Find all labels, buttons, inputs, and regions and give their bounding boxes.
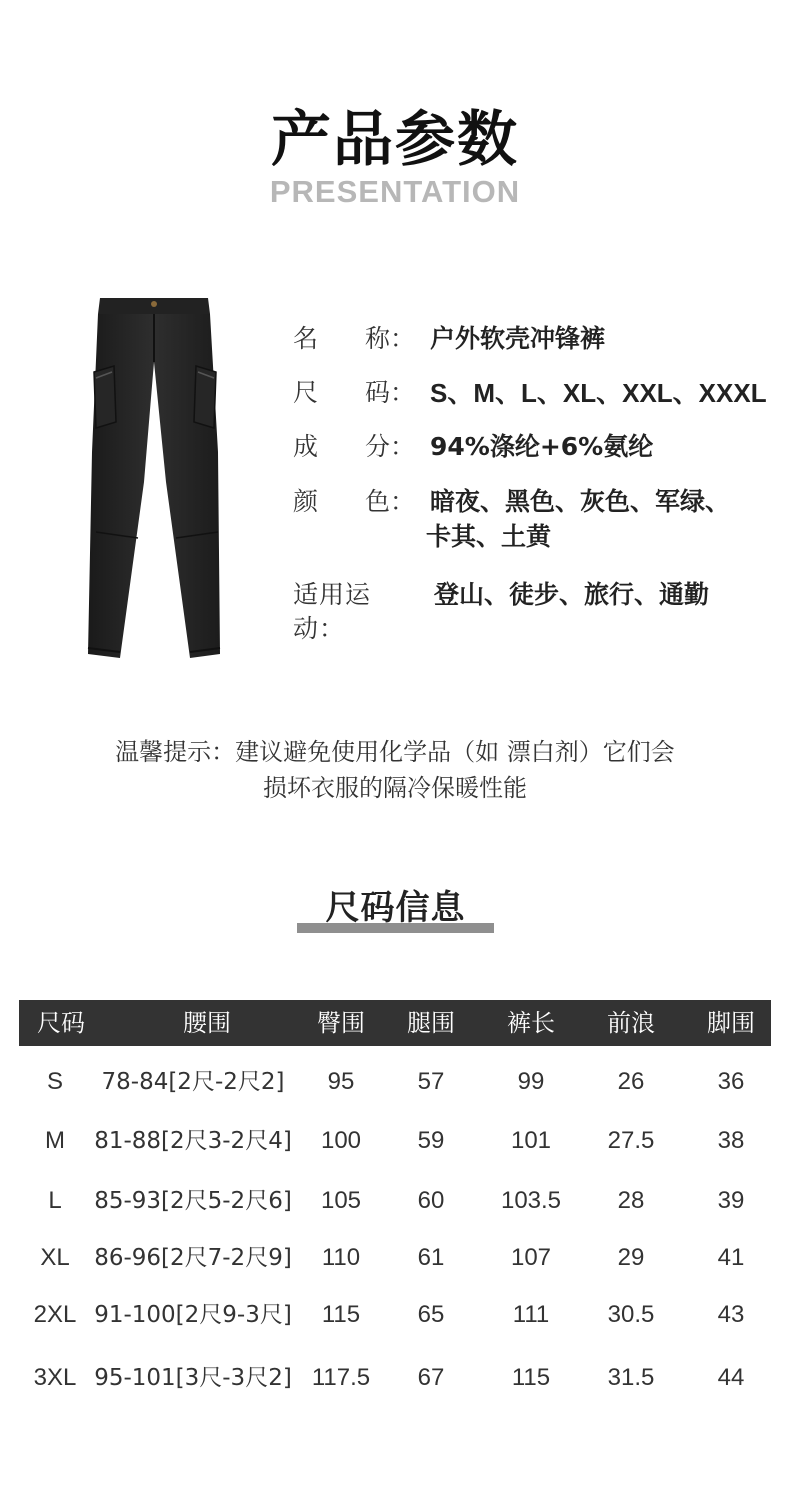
table-cell-waist: 78-84[2尺-2尺2]	[101, 1069, 285, 1095]
table-cell-hip: 100	[320, 1127, 362, 1154]
table-cell-thigh: 67	[417, 1364, 445, 1391]
table-cell-thigh: 65	[417, 1301, 445, 1328]
table-cell-waist: 85-93[2尺5-2尺6]	[94, 1188, 292, 1214]
table-cell-leg-opening: 36	[717, 1068, 745, 1095]
table-cell-length: 111	[512, 1301, 550, 1328]
table-cell-front-rise: 27.5	[607, 1127, 655, 1154]
table-cell-length: 115	[511, 1364, 551, 1391]
spec-label-material: 成 分：	[293, 432, 415, 461]
care-notice-line2: 损坏衣服的隔冷保暖性能	[263, 774, 527, 802]
care-notice	[60, 734, 730, 806]
spec-value-name: 户外软壳冲锋裤	[430, 324, 606, 353]
spec-value-material: 94%涤纶+6%氨纶	[430, 432, 654, 461]
table-cell-waist: 91-100[2尺9-3尺]	[94, 1302, 292, 1328]
table-cell-leg-opening: 39	[717, 1187, 745, 1214]
spec-label-size: 尺 码：	[293, 378, 415, 407]
spec-value-size: S、M、L、XL、XXL、XXXL	[430, 378, 767, 408]
page-subtitle: PRESENTATION	[269, 174, 521, 209]
table-cell-hip: 95	[327, 1068, 355, 1095]
table-cell-length: 107	[510, 1244, 552, 1271]
table-cell-length: 103.5	[500, 1187, 562, 1214]
table-cell-size: L	[48, 1187, 62, 1214]
spec-value-activity: 登山、徒步、旅行、通勤	[434, 580, 710, 609]
spec-value-color: 暗夜、黑色、灰色、军绿、	[430, 487, 731, 516]
care-notice-line1: 温馨提示：建议避免使用化学品（如 漂白剂）它们会	[115, 738, 675, 766]
table-cell-waist: 86-96[2尺7-2尺9]	[94, 1245, 292, 1271]
table-cell-front-rise: 28	[617, 1187, 645, 1214]
column-header-length: 裤长	[507, 1009, 555, 1037]
table-cell-waist: 81-88[2尺3-2尺4]	[94, 1128, 292, 1154]
column-header-front-rise: 前浪	[607, 1009, 655, 1037]
table-cell-size: M	[45, 1127, 65, 1154]
table-cell-front-rise: 30.5	[607, 1301, 655, 1328]
spec-label-color: 颜 色：	[293, 487, 415, 516]
table-cell-leg-opening: 41	[717, 1244, 745, 1271]
spec-value-color-line2: 卡其、土黄	[426, 522, 552, 551]
column-header-hip: 臀围	[317, 1009, 365, 1037]
column-header-waist: 腰围	[183, 1009, 231, 1037]
table-cell-leg-opening: 43	[717, 1301, 745, 1328]
page-title: 产品参数	[271, 105, 519, 175]
table-cell-length: 101	[510, 1127, 552, 1154]
table-cell-hip: 110	[321, 1244, 361, 1271]
spec-label-name: 名 称：	[293, 324, 415, 353]
pants-image	[80, 292, 230, 670]
table-cell-leg-opening: 38	[717, 1127, 745, 1154]
size-table-header	[19, 1000, 771, 1046]
table-cell-hip: 105	[320, 1187, 362, 1214]
table-cell-size: 2XL	[33, 1301, 77, 1328]
table-cell-hip: 117.5	[311, 1364, 371, 1391]
table-cell-front-rise: 29	[617, 1244, 645, 1271]
table-cell-hip: 115	[321, 1301, 361, 1328]
table-cell-waist: 95-101[3尺-3尺2]	[94, 1365, 292, 1391]
table-cell-thigh: 61	[417, 1244, 445, 1271]
table-cell-size: 3XL	[33, 1364, 77, 1391]
size-section-title: 尺码信息	[325, 888, 466, 928]
table-cell-size: S	[46, 1068, 63, 1095]
column-header-thigh: 腿围	[407, 1009, 455, 1037]
table-cell-thigh: 57	[417, 1068, 445, 1095]
table-cell-size: XL	[40, 1244, 70, 1271]
table-cell-front-rise: 31.5	[607, 1364, 655, 1391]
table-cell-leg-opening: 44	[717, 1364, 745, 1391]
table-cell-front-rise: 26	[617, 1068, 645, 1095]
column-header-size: 尺码	[37, 1009, 85, 1037]
column-header-leg-opening: 脚围	[707, 1009, 755, 1037]
table-cell-thigh: 59	[417, 1127, 445, 1154]
spec-label-activity: 适用运动：	[293, 580, 372, 643]
table-cell-length: 99	[517, 1068, 545, 1095]
table-cell-thigh: 60	[417, 1187, 445, 1214]
